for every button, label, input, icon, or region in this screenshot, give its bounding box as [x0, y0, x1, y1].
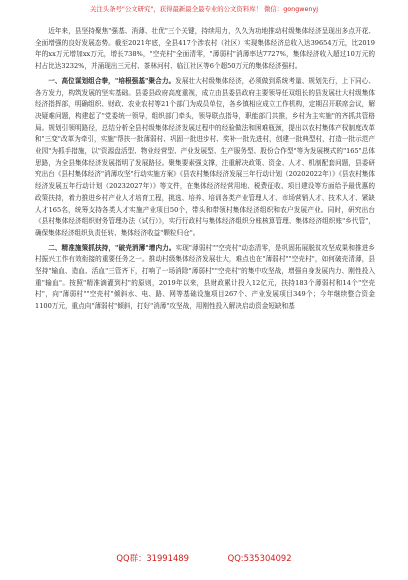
paragraph-intro: 近年来，县坚持聚焦"强基、消薄、壮优"三个关键，持续用力，久久为功地推动村级集体经济呈现出多点开花、全面增强的良好发展态势。截至2021年底，全县417个涉农村（社区）实现集体经济总收入达39654万元，比2019年的xx万元增加xx万元，增长738%，"空壳村"全面清零，"薄弱村"消薄率达7727%，集体经济收入超过10万元的村占比达3232%，并涌现出三元村、茶林河村、临江社区等6个超50万元的集体经济强村。: [35, 27, 375, 71]
section-2-text: 实现"薄弱村""空壳村"动态清零，是巩固拓展脱贫攻坚成果和推进乡村振兴工作有效衔接的重要任务之一。推动村级集体经济发展壮大，难点也在"薄弱村""空壳村"，如何破壳清薄，县坚持"输血、造血、活血"三管齐下，打响了一场消除"薄弱村""空壳村"的集中攻坚战，增强自身发展内力、刚性投入重"输血"。按照"精准滴灌到村"的原则，2019年以来，县财政累计投入12亿元，扶持183个薄弱村和14个"空壳村"，向"薄弱村""空壳村"倾斜水、电、路、网等基础设施项目267个、产业发展项目349个；今年继续整合资金1100万元，重点向"薄弱村"倾斜，打好"消薄"攻坚战，用刚性投入解决启动资金短缺和基: [35, 243, 375, 311]
section-2-heading: 二、精准施策抓扶持，"破壳消薄"增内力。: [48, 243, 176, 252]
section-1-text: 发展壮大村级集体经济，必须做到系统考量、规划先行，上下同心、各方发力，构筑发展的坚实基础。县委县政府高度重视，成立由县委县政府主要领导任双组长的县发展壮大村级集体经济指挥部，明确组织、财政、农业农村等21个部门为成员单位，各乡镇相应成立工作机构，定期召开联席会议，解决疑难问题，构建起了"党委统一领导，组织部门牵头，领导联点指导，职能部门共推，乡村为主实施"的齐抓共管格局。规划引领明路径，总结分析全县村级集体经济发展过程中的经验做法和困难瓶颈，提出以农村集体产权制度改革和"三变"改革为牵引，实施"帮扶一批薄弱村、巩固一批进步村、奖补一批先进村，创建一批典型村，打造一批示范产业园"为抓手措施，以"资源盘活型、物业经营型、产业发展型、生产服务型、股份合作型"等为发展模式的"165"总体思路，为全县集体经济发展指明了发展路径。聚集要素强支撑，注重解决政策、资金、人才、机制配套问题，县委研究出台《县村集体经济"消薄攻坚"行动实施方案》《县农村集体经济发展三年行动计划（20202022年）》《县农村集体经济发展五年行动计划（20232027年）》等文件，在集体经济经营用地、税费征收、项目建设等方面给予最优惠的政策扶持，着力推进乡村产业人才培育工程，挑选、培养、培训各类产业管理人才、市场营销人才、技术人才、紧缺人才165名，统筹支持各类人才实施产业项目50个，带头和带领村集体经济组织和农户发展产业。同时，研究出台《县村集体经济组织财务管理办法（试行）》，实行行政村与集体经济组织分账核算管理、集体经济组织账"乡代管"，确保集体经济组织负责任转、集体经济收益"颗粒归仓"。: [35, 76, 376, 237]
paragraph-section-2: [35, 243, 375, 313]
contact-footer: [0, 552, 408, 564]
qq-group-text: QQ群：31991489: [116, 553, 189, 563]
document-body: [35, 26, 375, 313]
promo-banner: 关注头条号"公文研究"，获得最新最全最专业的公文资料库！ 微信：gongwenyj: [89, 5, 319, 13]
section-1-heading: 一、高位谋划组合拳，"培根强基"聚合力。: [48, 76, 176, 85]
qq-number-text: QQ:535304092: [227, 553, 292, 563]
paragraph-section-1: [35, 76, 375, 240]
